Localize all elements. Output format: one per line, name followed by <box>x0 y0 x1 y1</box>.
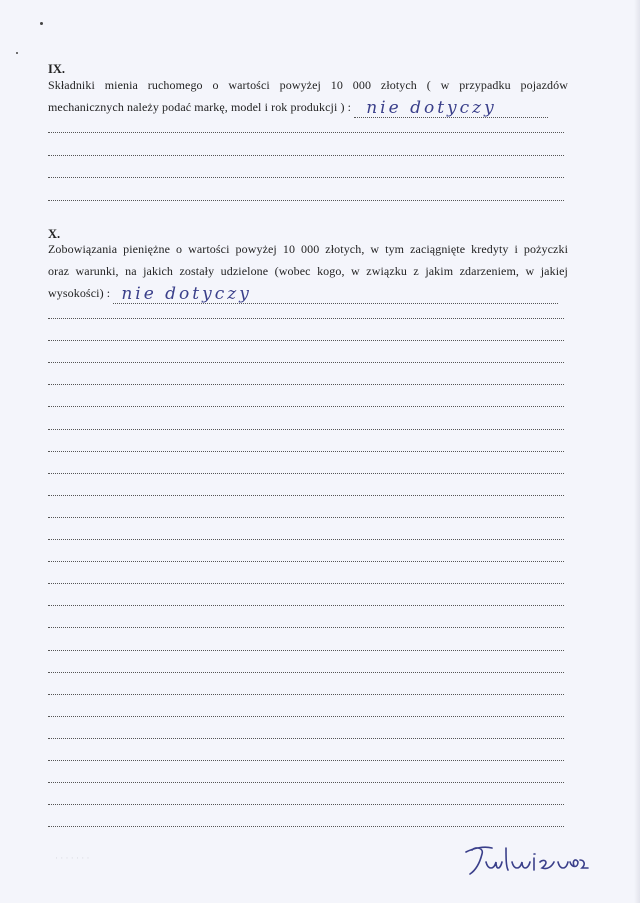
section-x-dotted-line <box>48 429 564 430</box>
section-ix-dotted-line <box>48 200 564 201</box>
section-ix-text-line1: Składniki mienia ruchomego o wartości powyżej 10 000 złotych ( w przypadku pojazdów <box>48 78 568 92</box>
section-x-text-line1: Zobowiązania pieniężne o wartości powyżej 10 000 złotych, w tym zaciągnięte kredyty i pożyczki <box>48 242 568 256</box>
section-x-dotted-line <box>48 539 564 540</box>
section-x-dotted-line <box>48 804 564 805</box>
section-ix-answer-field <box>354 98 548 118</box>
section-ix-dotted-line <box>48 132 564 133</box>
section-x-dotted-line <box>48 605 564 606</box>
section-x-dotted-line <box>48 694 564 695</box>
section-x-dotted-line <box>48 627 564 628</box>
section-ix-handwritten-answer: nie dotyczy <box>366 98 497 118</box>
section-x-text-line2: oraz warunki, na jakich zostały udzielone (wobec kogo, w związku z jakim zdarzeniem, w jakiej <box>48 264 568 278</box>
section-x-dotted-line <box>48 362 564 363</box>
section-x-dotted-line <box>48 738 564 739</box>
section-x-answer-field <box>113 284 558 304</box>
section-ix-text <box>48 74 568 118</box>
page-edge-shadow <box>634 0 640 903</box>
section-ix-heading: IX. <box>48 62 66 76</box>
section-x-dotted-line <box>48 672 564 673</box>
section-x-handwritten-answer: nie dotyczy <box>121 284 252 304</box>
section-x-dotted-line <box>48 650 564 651</box>
section-x-heading: X. <box>48 227 61 241</box>
section-x-dotted-line <box>48 517 564 518</box>
section-ix-text-line2 <box>48 96 568 118</box>
section-x-text-line3-label: wysokości) : <box>48 286 111 300</box>
section-x-dotted-line <box>48 406 564 407</box>
section-x-text <box>48 238 568 304</box>
section-x-dotted-line <box>48 760 564 761</box>
section-ix-dotted-line <box>48 177 564 178</box>
section-x-dotted-line <box>48 473 564 474</box>
signature <box>462 840 592 880</box>
section-x-dotted-line <box>48 561 564 562</box>
section-x-dotted-line <box>48 782 564 783</box>
scan-speck <box>40 22 43 25</box>
section-ix-text-line2-label: mechanicznych należy podać markę, model i rok produkcji ) : <box>48 100 352 114</box>
scan-speck <box>16 52 18 54</box>
section-x-dotted-line <box>48 716 564 717</box>
section-x-dotted-line <box>48 583 564 584</box>
section-x-dotted-line <box>48 451 564 452</box>
section-x-dotted-line <box>48 826 564 827</box>
section-x-dotted-line <box>48 495 564 496</box>
section-x-dotted-line <box>48 384 564 385</box>
section-x-text-line3 <box>48 282 568 304</box>
section-x-dotted-line <box>48 318 564 319</box>
section-ix-dotted-line <box>48 155 564 156</box>
faint-stamp-mark: · · · · · · · <box>55 853 90 863</box>
section-x-dotted-line <box>48 340 564 341</box>
